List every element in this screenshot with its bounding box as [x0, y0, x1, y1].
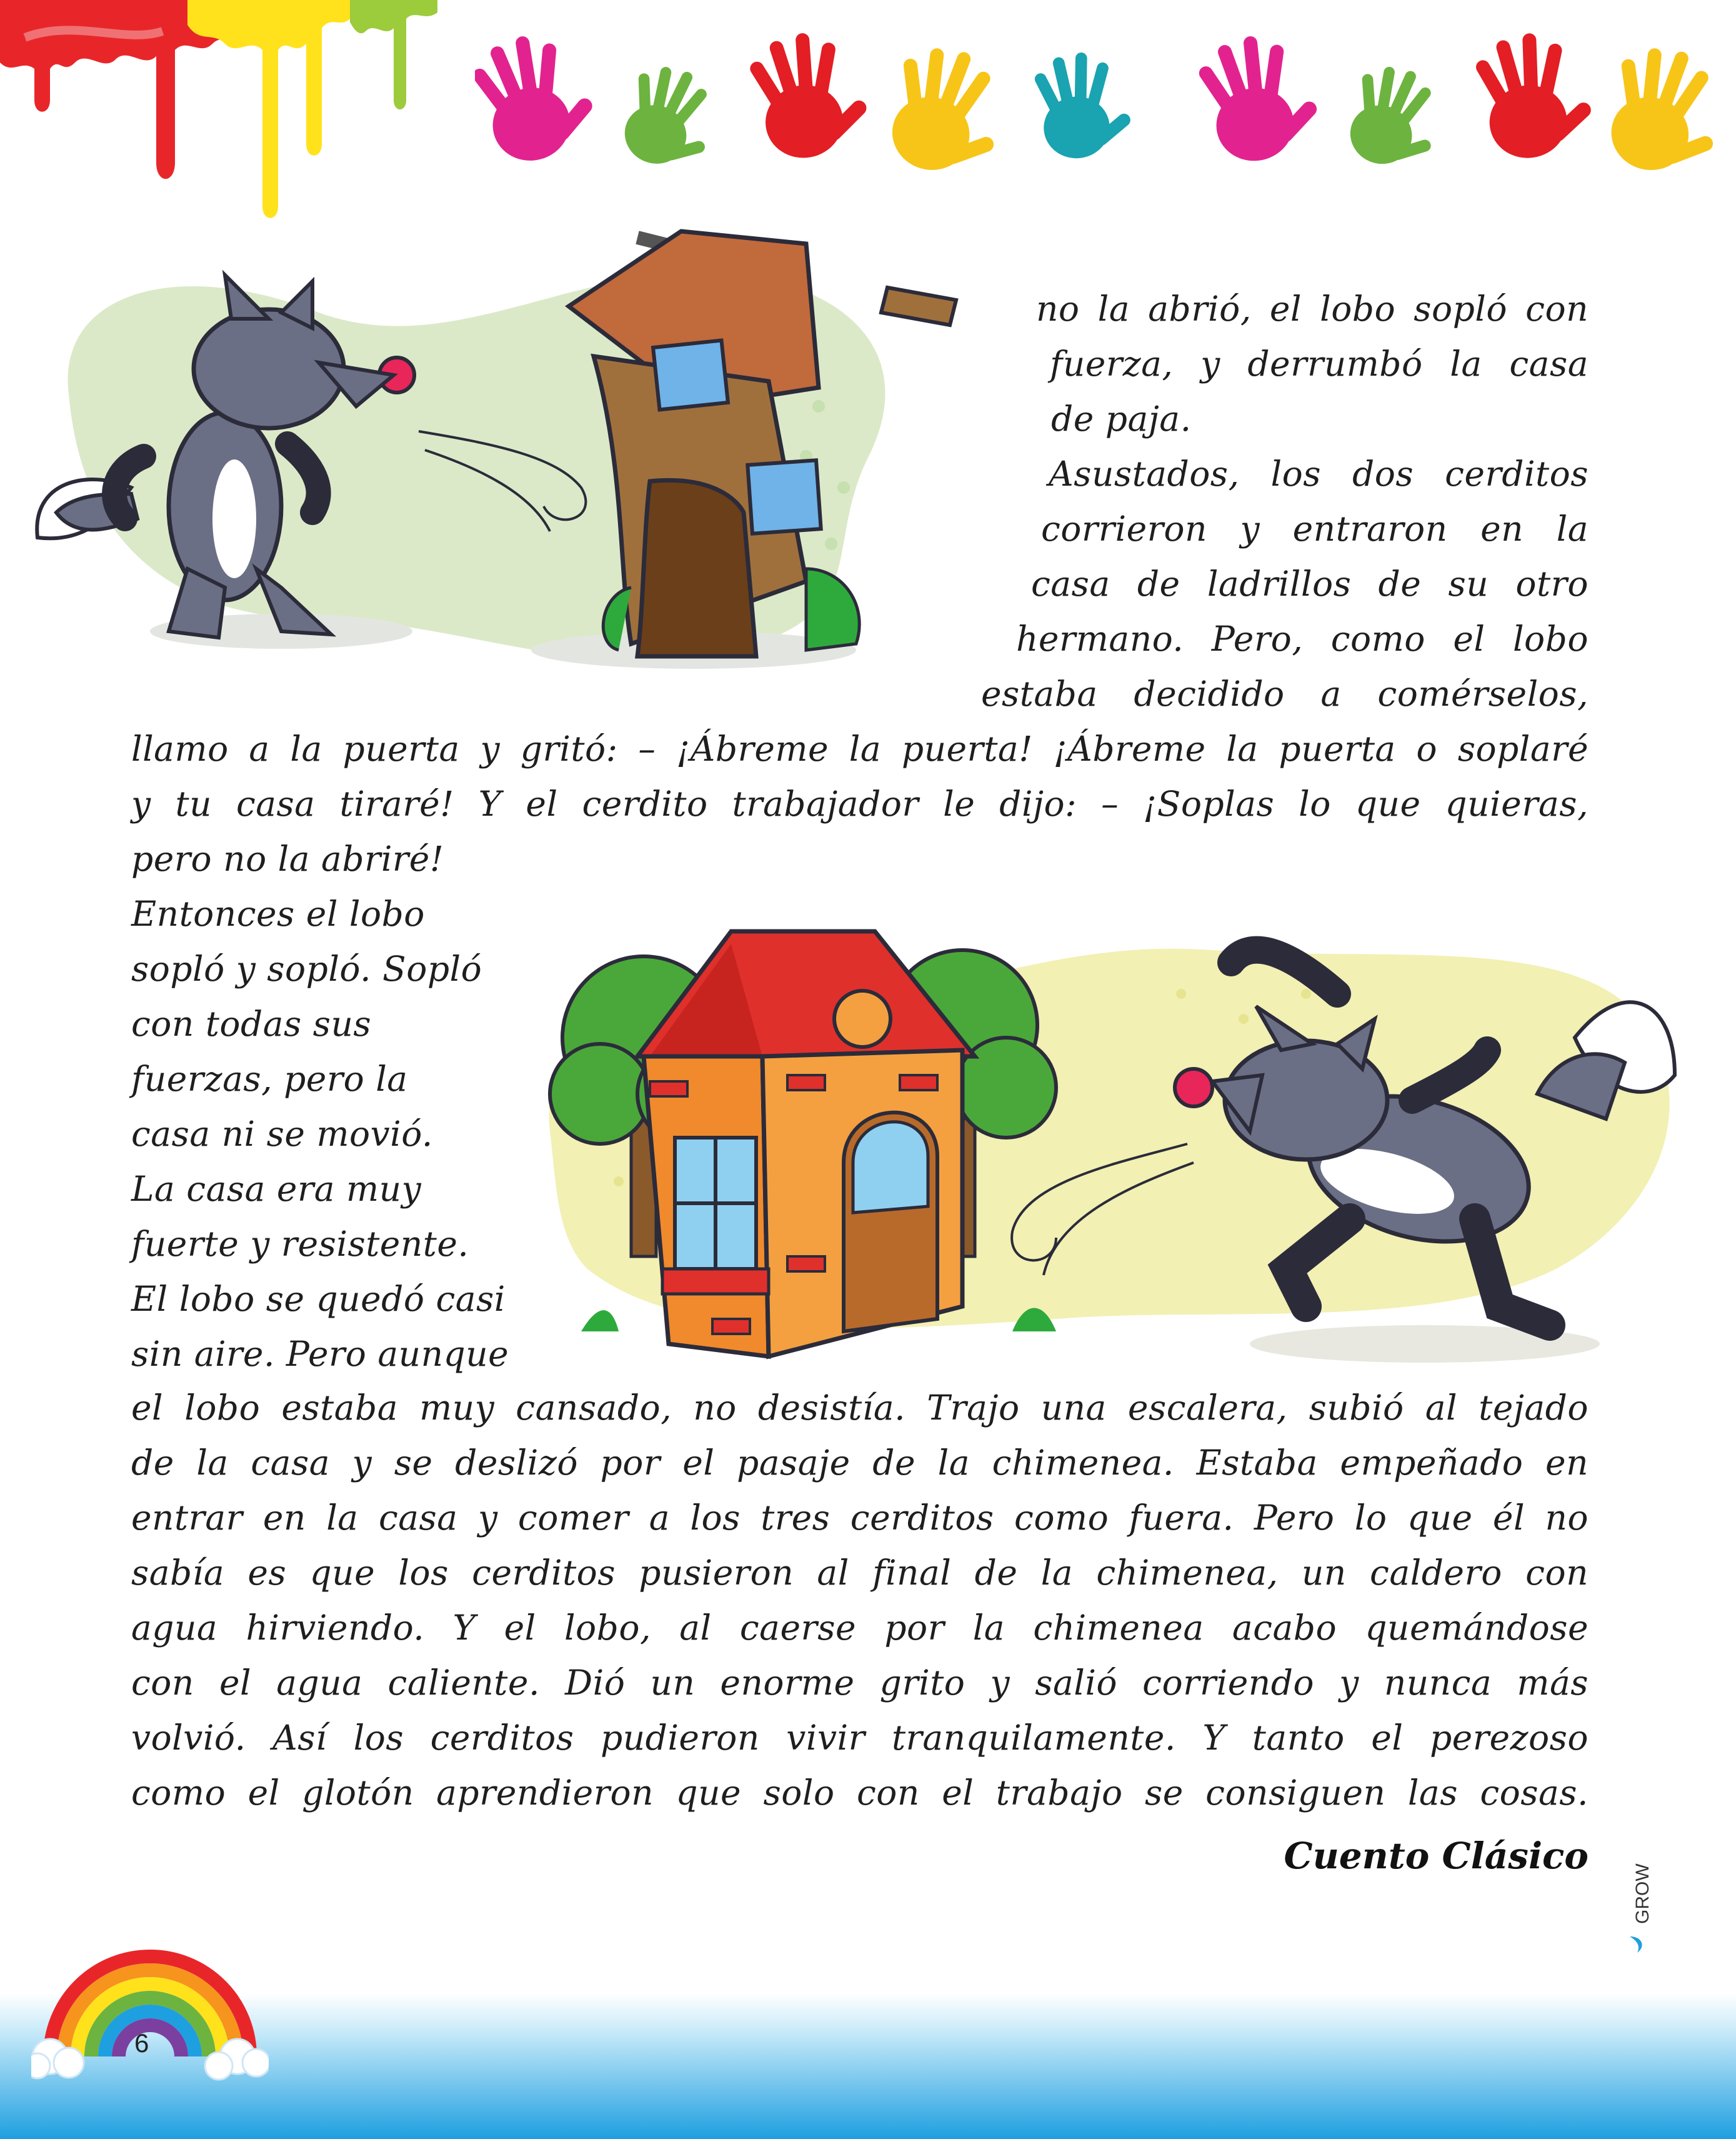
story-line: sin aire. Pero aunque	[131, 1334, 509, 1374]
story-line: y tu casa tiraré! Y el cerdito trabajador le dijo: – ¡Soplas lo que quieras,	[131, 784, 1589, 824]
hand-green-icon	[611, 56, 730, 180]
brand-label	[1632, 1863, 1654, 1924]
story-line: corrieron y entraron en la	[1041, 509, 1589, 549]
story-line: de paja.	[1051, 399, 1192, 439]
story-line: La casa era muy	[131, 1169, 422, 1209]
story-line: fuerzas, pero la	[131, 1059, 408, 1099]
story-line: de la casa y se deslizó por el pasaje de la chimenea. Estaba empeñado en	[131, 1443, 1589, 1483]
story-left-column	[131, 886, 531, 1381]
story-line: hermano. Pero, como el lobo	[1016, 619, 1589, 659]
paint-drips	[0, 0, 437, 225]
hand-red-icon	[1470, 25, 1600, 164]
story-line: sopló y sopló. Sopló	[131, 949, 482, 989]
story-line: sabía es que los cerditos pusieron al final de la chimenea, un caldero con	[131, 1553, 1589, 1593]
illustration-wolf-brick-house	[525, 869, 1694, 1381]
rainbow-icon	[31, 1919, 269, 2081]
story-line: casa de ladrillos de su otro	[1031, 564, 1589, 604]
story-line: fuerza, y derrumbó la casa	[1050, 344, 1589, 384]
hand-yellow-icon	[877, 36, 1018, 181]
story-line: no la abrió, el lobo sopló con	[1036, 289, 1589, 329]
hand-green-icon	[1337, 56, 1454, 179]
story-top-right-column	[981, 281, 1589, 721]
story-line: casa ni se movió.	[131, 1114, 433, 1154]
brand-text: GROW	[1632, 1863, 1653, 1924]
story-line: pero no la abriré!	[131, 839, 444, 879]
story-line: El lobo se quedó casi	[131, 1279, 506, 1319]
page-number: 6	[134, 2028, 149, 2058]
story-line: volvió. Así los cerditos pudieron vivir tranquilamente. Y tanto el perezoso	[131, 1718, 1589, 1758]
hand-teal-icon	[1031, 48, 1136, 162]
hand-red-icon	[744, 25, 876, 165]
story-line: llamo a la puerta y gritó: – ¡Ábreme la puerta! ¡Ábreme la puerta o soplaré	[131, 729, 1589, 769]
story-line: con todas sus	[131, 1004, 372, 1044]
story-block-1	[131, 721, 1589, 886]
hand-magenta-icon	[1192, 25, 1328, 169]
story-line: Entonces el lobo	[131, 894, 425, 934]
wooden-house-icon	[569, 231, 956, 656]
story-line: como el glotón aprendieron que solo con el trabajo se consiguen las cosas.	[131, 1773, 1589, 1813]
handprints-row	[475, 25, 1719, 181]
story-line: fuerte y resistente.	[131, 1224, 469, 1264]
story-line: con el agua caliente. Dió un enorme grito y salió corriendo y nunca más	[131, 1663, 1589, 1703]
story-line: agua hirviendo. Y el lobo, al caerse por la chimenea acabo quemándose	[131, 1608, 1589, 1648]
story-block-2	[131, 1380, 1589, 1820]
story-credit: Cuento Clásico	[1284, 1835, 1589, 1877]
story-line: Asustados, los dos cerditos	[1049, 454, 1589, 494]
brick-house-icon	[637, 931, 975, 1356]
brand-logo-icon	[1625, 1931, 1650, 1956]
hand-yellow-icon	[1596, 37, 1719, 181]
story-line: el lobo estaba muy cansado, no desistía. Trajo una escalera, subió al tejado	[131, 1388, 1589, 1428]
story-line: estaba decidido a comérselos,	[981, 674, 1589, 714]
illustration-wolf-wooden-house	[19, 219, 1019, 694]
story-line: entrar en la casa y comer a los tres cerditos como fuera. Pero lo que él no	[131, 1498, 1589, 1538]
hand-magenta-icon	[475, 25, 605, 171]
